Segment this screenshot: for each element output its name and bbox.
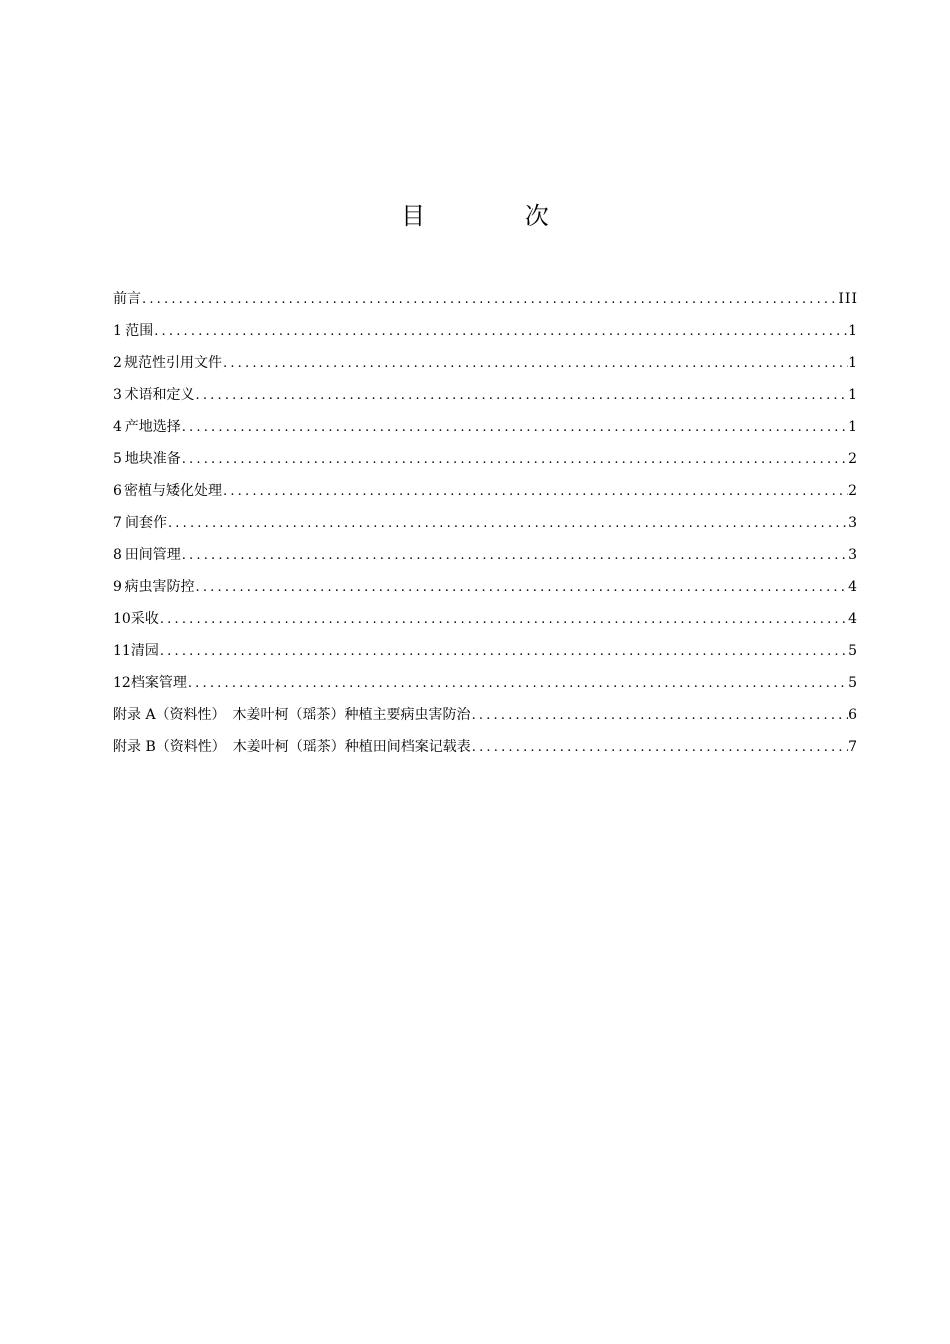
toc-entry-9[interactable] [113,571,858,603]
toc-entry-label: 田间管理 [124,547,181,563]
toc-entry-page: 1 [848,387,858,403]
toc-entry-number: 7 [113,515,122,531]
toc-leader-dots [194,380,848,412]
toc-entry-page: 1 [848,419,858,435]
toc-leader-dots [187,668,848,700]
toc-leader-dots [222,348,848,380]
toc-leader-dots [159,604,848,636]
toc-leader-dots [181,540,848,572]
toc-entry-5[interactable] [113,443,858,475]
toc-entry-page: 1 [848,355,858,371]
toc-leader-dots [159,636,848,668]
toc-entry-6[interactable] [113,475,858,507]
toc-entry-1[interactable] [113,315,858,347]
toc-entry-page: 6 [848,707,858,723]
toc-leader-dots [471,732,848,764]
toc-leader-dots [153,316,848,348]
toc-entry-label: 规范性引用文件 [124,355,222,371]
toc-entry-8[interactable] [113,539,858,571]
toc-entry-label: 范围 [125,323,154,339]
toc-entry-number: 8 [113,547,122,563]
toc-entry-number: 12 [113,675,131,691]
toc-entry-number: 2 [113,355,122,371]
toc-entry-label: 附录 A（资料性） 木姜叶柯（瑶茶）种植主要病虫害防治 [113,707,471,723]
toc-entry-number: 3 [113,387,122,403]
toc-entry-label: 间套作 [124,515,167,531]
toc-entry-number: 11 [113,643,131,659]
toc-leader-dots [141,284,838,316]
toc-entry-page: 5 [848,643,858,659]
toc-entry-number: 10 [113,611,131,627]
toc-entry-number: 5 [113,451,122,467]
toc-entry-label: 档案管理 [130,675,187,691]
toc-entry-number: 1 [113,323,122,339]
toc-entry-page: 2 [848,451,858,467]
toc-leader-dots [194,572,848,604]
toc-entry-number: 6 [113,483,122,499]
toc-entry-10[interactable] [113,603,858,635]
toc-entry-4[interactable] [113,411,858,443]
toc-entry-11[interactable] [113,635,858,667]
toc-entry-label: 产地选择 [124,419,181,435]
toc-entry-appendix-a[interactable] [113,699,858,731]
toc-entry-3[interactable] [113,379,858,411]
toc-entry-label: 病虫害防控 [124,579,195,595]
toc-leader-dots [181,412,848,444]
toc-entry-page: 3 [848,515,858,531]
toc-title: 目 次 [401,202,595,230]
toc-entry-page: 5 [848,675,858,691]
toc-entry-label: 术语和定义 [124,387,195,403]
toc-entry-label: 地块准备 [124,451,181,467]
toc-entry-label: 前言 [113,291,141,307]
toc-entry-number: 9 [113,579,122,595]
toc-entry-label: 附录 B（资料性） 木姜叶柯（瑶茶）种植田间档案记载表 [113,739,471,755]
toc-leader-dots [167,508,848,540]
toc-entry-2[interactable] [113,347,858,379]
toc-leader-dots [222,476,848,508]
toc-entry-12[interactable] [113,667,858,699]
toc-leader-dots [471,700,849,732]
toc-entry-label: 采收 [130,611,159,627]
toc-entry-page: 4 [848,579,858,595]
toc-entry-page: 3 [848,547,858,563]
toc-leader-dots [181,444,848,476]
toc-entry-label: 清园 [130,643,159,659]
toc-entry-page: 2 [848,483,858,499]
toc-entry-page: 1 [848,323,858,339]
toc-entry-page: 4 [848,611,858,627]
toc-entry-label: 密植与矮化处理 [124,483,222,499]
toc-entry-appendix-b[interactable] [113,731,858,763]
toc-entry-7[interactable] [113,507,858,539]
toc-entry-page: 7 [848,739,858,755]
toc-entry-foreword[interactable] [113,283,858,315]
toc-list [113,283,858,763]
toc-entry-page: III [838,291,858,307]
toc-entry-number: 4 [113,419,122,435]
